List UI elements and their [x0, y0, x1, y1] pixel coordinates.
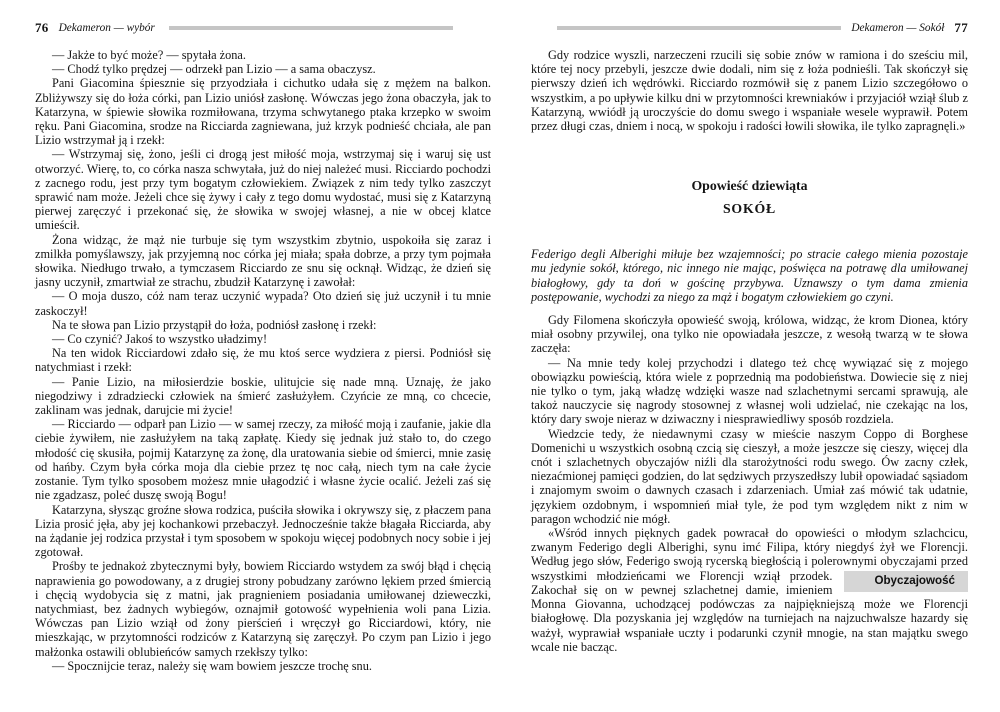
story-title: Opowieść dziewiąta: [691, 178, 808, 194]
paragraph-text-before-box: «Wśród innych pięknych gadek powracał do opowieści o młodym szlachcicu, zwanym Federigo degli Alberighi, synu imć Filipa, który niegdyś żył we Florencji. Według jego słów, Federigo swoją rycerską biegłością i polerownymi obyczajami: [531, 526, 968, 569]
topic-box: Obyczajowość: [844, 571, 968, 592]
right-running-title: Dekameron — Sokół: [851, 21, 945, 34]
body-paragraph: Prośby te jednakoż zbytecznymi były, bowiem Ricciardo wstydem za swój błąd i chęcią naprawienia go powodowany, a z drugiej strony pobudzany zarówno lękiem przed śmiercią i chęcią wydobycia się z matni, jak pragnieniem posiadania umiłowanej dzieweczki, natychmiast, bez żadnych wybiegów, oznajmił gotowość wypełnienia woli pana Lizia. Wówczas pan Lizio wziął od żony pierścień i wręczył go Ricciardowi, który, nie mieszkając, w przytomności rodziców z Katarzyną się zaręczył. Po czym pan Lizio i jego małżonka ostawili oblubieńców samych rzekłszy tylko:: [35, 559, 491, 659]
body-paragraph: — O moja duszo, cóż nam teraz uczynić wypada? Oto dzień się już uczynił i tu mnie zaskoczył!: [35, 289, 491, 318]
story-subtitle: SOKÓŁ: [722, 201, 777, 217]
body-paragraph-with-topic-box: [531, 526, 968, 654]
left-page-number: 76: [35, 19, 49, 35]
right-page-number: 77: [954, 19, 968, 35]
header-rule: [169, 26, 453, 30]
header-rule: [557, 26, 841, 30]
left-page: [35, 20, 491, 673]
body-paragraph: Wiedzcie tedy, że niedawnymi czasy w mieście naszym Coppo di Borghese Domenichi u wszystkich osobną czcią się cieszył, a może jeszcze się cieszy, więcej dla cnót i szlachetnych obyczajów niźli dla starożytności rodu swego. Ów zacny człek, niezaćmionej pamięci godzien, do lat sędziwych przyszedłszy lubił opowiadać sąsiadom i znajomym swoim o dawnych czasach i zdarzeniach. Umiał zaś mówić tak udatnie, językiem ozdobnym, i wspomnień miał tyle, że pod tym względem nikt z nim w paragon wchodzić nie mógł.: [531, 426, 968, 526]
story-lead: Federigo degli Alberighi miłuje bez wzajemności; po stracie całego mienia pozostaje mu jedynie sokół, którego, nic innego nie mając, poświęca na potrawę dla umiłowanej białogłowy, gdy ta doń w gościnę przybywa. Uznawszy o tym dama zmienia postępowanie, wychodzi za niego za mąż i bogatym człowiekiem go czyni.: [531, 247, 968, 304]
body-paragraph: — Panie Lizio, na miłosierdzie boskie, ulitujcie się nade mną. Uznaję, że jako niegodziwy i zdradziecki człowiek na śmierć zasłużyłem. Czyńcie ze mną, co chcecie, zaklinam was jednak, darujcie mi życie!: [35, 374, 491, 418]
body-paragraph: — Na mnie tedy kolej przychodzi i dlatego też chcę wywiązać się z mojego obowiązku powieścią, która wiele z poprzednią ma podobieństwa. Dowiecie się z niej nie tylko o tym, jaką władzę wdzięki wasze nad szlachetnymi sercami sprawują, ale takoż nauczycie się nagrody stosownej z własnej woli udzielać, nie czekając na los, który dary swoje nieraz w dziwaczny i niesprawiedliwy sposób rozdziela.: [531, 355, 968, 427]
body-paragraph: — Co czynić? Jakoś to wszystko uładzimy!: [52, 332, 268, 347]
body-paragraph: — Ricciardo — odparł pan Lizio — w samej rzeczy, za miłość moją i zaufanie, jakie dla ciebie żywiłem, nie zasłużyłem na taką zapłatę. Kiedy się jednak już stało to, do czego młodość cię skusiła, pojmij Katarzynę za żonę, dla uratowania siebie od śmierci, mnie zasię od hańby. Czym była córka moja dla ciebie przez tę noc całą, niech tym na całe życie zostanie. Tym tylko sposobem możesz mnie ułagodzić i własne życie ocalić. Jeżeli zaś się nie zgadzasz, poleć duszę swoją Bogu!: [35, 417, 491, 503]
paragraph-text-after-box: przed wszystkimi młodzieńcami we Florencji wziął przodek. Zakochał się on w pewnej szlachetnej damie, imieniem Monna Giovanna, uchodzącej podówczas za najpiękniejszą może we Florencji białogłowę. Dla pozyskania jej względów na turniejach na najzuchwalsze hazardy się ważył, wyprawiał wspaniałe uczty i podarunki czynił mnogie, na stan majątku swego wcale nie bacząc.: [531, 554, 969, 654]
left-running-head: [35, 20, 491, 35]
body-paragraph: — Spocznijcie teraz, należy się wam bowiem jeszcze trochę snu.: [52, 658, 372, 673]
body-paragraph: — Wstrzymaj się, żono, jeśli ci drogą jest miłość moja, wstrzymaj się i waruj się ust otworzyć. Wierę, to, co córka nasza schwytała, już do niej należeć musi. Ricciardo pochodzi z zacnego rodu, jest przy tym bogatym człowiekiem. Związek z nim tedy tylko zaszczyt sprawić nam może. Jeżeli chce się żywy i cały z tego domu wydostać, musi się z Katarzyną pierwej zaręczyć i przekonać się, że słowika w swojej własnej, a nie w obcej klatce umieścił.: [35, 147, 491, 233]
right-running-head: [531, 20, 968, 35]
left-page-text: [35, 48, 491, 673]
right-page-text: [531, 48, 968, 654]
body-paragraph: Gdy Filomena skończyła opowieść swoją, królowa, widząc, że krom Dionea, który miał osobny przywilej, ona tylko nie opowiadała jeszcze, z wesołą twarzą w te słowa zaczęła:: [531, 313, 968, 356]
body-paragraph: Na ten widok Ricciardowi zdało się, że mu ktoś serce wydziera z piersi. Podniósł się natychmiast i rzekł:: [35, 346, 491, 375]
body-paragraph: — Chodź tylko prędzej — odrzekł pan Lizio — a sama obaczysz.: [52, 62, 376, 77]
body-paragraph: Pani Giacomina śpiesznie się przyodziała i cichutko udała się z mężem na balkon. Zbliżywszy się do łoża córki, pan Lizio uniósł zasłonę. Wówczas jego żona obaczyła, jak to Katarzyna, w śpiewie słowika rozmiłowana, trzyma schwytanego ptaka krzepko w swoim ręku. Pani Giacomina, srodze na Ricciarda zagniewana, już krzyk podnieść chciała, ale pan Lizio wstrzymał ją i rzekł:: [35, 76, 491, 148]
body-paragraph: Żona widząc, że mąż nie turbuje się tym wszystkim zbytnio, uspokoiła się zaraz i zmilkła pomyślawszy, jak przyjemną noc córka jej miała; spała dobrze, a przy tym pojmała słowika. Niedługo trwało, a tymczasem Ricciardo ze snu się ocknął. Widząc, że dzień się jasny uczynił, zmartwiał ze strachu, zbudził Katarzynę i zawołał:: [35, 232, 491, 290]
right-page: [531, 20, 968, 654]
body-paragraph: Na te słowa pan Lizio przystąpił do łoża, podniósł zasłonę i rzekł:: [52, 317, 377, 332]
body-paragraph: — Jakże to być może? — spytała żona.: [52, 48, 246, 62]
body-paragraph: Gdy rodzice wyszli, narzeczeni rzucili się sobie znów w ramiona i do sześciu mil, które tej nocy przebyli, jeszcze dwie dodali, nim się z łoża podnieśli. Tak skończył się pierwszy dzień ich wędrówki. Ricciardo rozmówił się z panem Lizio szczegółowo o wszystkim, a po upływie kilku dni w przytomności krewniaków i przyjaciół wziął ślub z Katarzyną, wwiódł ją uroczyście do domu swego i wspaniałe wesele wyprawił. Potem przez długi czas, dniem i nocą, w spokoju i radości łowili słowika, ile tylko zapragnęli.»: [531, 48, 968, 134]
body-paragraph: Katarzyna, słysząc groźne słowa rodzica, puściła słowika i okrywszy się, z płaczem pana Lizia prosić jęła, aby jej kochankowi przebaczył. Jednocześnie także błagała Ricciarda, aby na żądanie jej rodzica przystał i tym sposobem w spokoju więcej podobnych nocy sobie i jej zgotował.: [35, 502, 491, 560]
left-running-title: Dekameron — wybór: [58, 21, 155, 34]
